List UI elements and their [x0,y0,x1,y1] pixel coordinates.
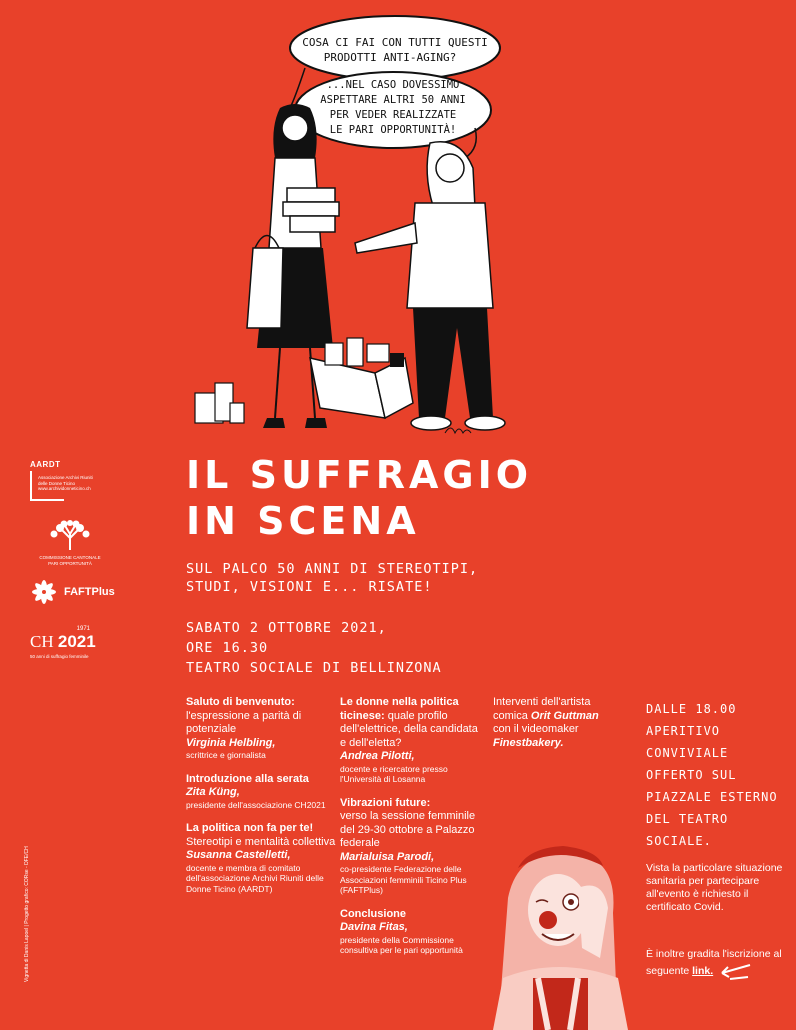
aperitivo-line-6: DEL TEATRO [646,812,729,826]
flower-icon [30,578,58,606]
program-vibrations-name: Marialuisa Parodi, [340,850,435,863]
program-welcome-title: Saluto di benvenuto: [186,696,295,708]
covid-notice: Vista la particolare situazione sanitaria per partecipare all'evento è richiesto il certificato Covid. [646,862,783,913]
subtitle-line-2: STUDI, VISIONI E... RISATE! [186,579,433,595]
program-vibrations [340,797,485,896]
faft-name: FAFTPlus [64,586,115,598]
program-column-1 [186,696,336,906]
aardt-abbr: AARDT [30,460,61,469]
arrow-icon [716,961,752,981]
aperitivo-line-5: PIAZZALE ESTERNO [646,790,778,804]
program-conclusion [340,908,485,956]
booking-notice [646,948,786,981]
program-politics [186,822,336,894]
program-intro-role: presidente dell'associazione CH2021 [186,799,326,810]
program-column-2 [340,696,485,968]
program-artist-desc-2: con il videomaker [493,723,579,735]
aardt-logo [30,460,120,491]
program-politics-name: Susanna Castelletti, [186,849,291,861]
event-date: SABATO 2 OTTOBRE 2021, [186,620,387,636]
program-artist-name-1: Orit Guttman [530,709,599,722]
event-info [186,618,442,678]
speech-bubble-2-line-4: LE PARI OPPORTUNITÀ! [329,124,457,136]
ccpo-line-1: COMMISSIONE CANTONALE [39,555,101,560]
program-conclusion-name: Davina Fitas, [340,921,408,933]
program-intro [186,773,336,811]
program-conclusion-title: Conclusione [340,907,407,920]
aardt-url: www.archividonneticino.ch [38,486,91,491]
headline-line-2: IN SCENA [186,499,420,543]
program-women-role: docente e ricercatore presso l'Università di Losanna [340,763,448,784]
aperitivo-line-3: CONVIVIALE [646,746,729,760]
aperitivo-line-7: SOCIALE. [646,834,712,848]
program-welcome [186,696,336,761]
headline-line-1: IL SUFFRAGIO [186,453,533,497]
subtitle [186,560,478,596]
event-venue: TEATRO SOCIALE DI BELLINZONA [186,660,442,676]
ccpo-logo [30,520,110,566]
speech-bubble-2-line-3: PER VEDER REALIZZATE [329,109,457,121]
program-conclusion-role: presidente della Commissione consultiva per le pari opportunità [340,934,463,955]
program-column-3 [493,696,623,762]
aperitivo-info [646,698,786,852]
program-women-desc: quale profilo dell'elettrice, della candidata e dell'eletta? [340,709,478,749]
tree-icon [48,520,92,550]
program-politics-role: docente e membra di comitato dell'associazione Archivi Riuniti delle Donne Ticino (AARDT) [186,862,324,894]
program-welcome-role: scrittrice e giornalista [186,750,266,760]
program-welcome-name: Virginia Helbling, [186,736,276,749]
speech-bubble-1-line-2: PRODOTTI ANTI-AGING? [323,51,457,64]
program-welcome-desc: l'espressione a parità di potenziale [186,709,302,735]
program-artist-name-2: Finestbakery. [493,736,564,749]
program-intro-title: Introduzione alla serata [186,772,309,785]
ch2021-num: 2021 [57,632,96,651]
program-artist [493,696,623,750]
program-politics-title: La politica non fa per te! [186,822,314,834]
aperitivo-line-2: APERITIVO [646,724,721,738]
program-vibrations-role: co-presidente Federazione delle Associazioni femminili Ticino Plus (FAFTPlus) [340,864,467,895]
ch2021-ch: CH [30,632,54,651]
credit-line: Vignetta di Danis Lapoel | Progetto grafico: CORse - DFE/CH [24,846,30,982]
booking-link[interactable]: link. [692,964,714,977]
aardt-name-line-2: delle Donne Ticino [38,480,76,486]
speech-bubble-1-line-1: COSA CI FAI CON TUTTI QUESTI [302,36,488,49]
subtitle-line-1: SUL PALCO 50 ANNI DI STEREOTIPI, [186,561,479,577]
program-women [340,696,485,785]
program-women-title: Le donne nella politica ticinese: [340,696,459,722]
program-vibrations-desc: verso la sessione femminile del 29-30 ottobre a Palazzo federale [340,810,476,849]
headline [186,452,532,544]
aardt-name-line-1: Associazione Archivi Riuniti [38,475,93,480]
ch2021-caption: 50 anni di suffragio femminile [30,654,89,659]
cartoon-illustration [175,8,515,448]
aardt-mark-icon [30,471,64,501]
ccpo-line-2: PARI OPPORTUNITÀ [48,560,92,566]
booking-text: È inoltre gradita l'iscrizione al seguente [646,948,782,977]
program-politics-desc: Stereotipi e mentalità collettiva [186,835,336,848]
faft-logo [30,578,115,606]
speech-bubble-2-line-2: ASPETTARE ALTRI 50 ANNI [320,94,466,106]
program-artist-desc-1: Interventi dell'artista comica [493,696,591,722]
clown-photo [478,838,643,1030]
program-women-name: Andrea Pilotti, [340,750,415,762]
speech-bubble-2-line-1: ...NEL CASO DOVESSIMO [326,79,460,91]
event-time: ORE 16.30 [186,640,269,656]
ch2021-year: 1971 [76,626,90,632]
program-vibrations-title: Vibrazioni future: [340,796,431,809]
aperitivo-line-1: DALLE 18.00 [646,702,737,716]
ch2021-logo [30,626,110,659]
aperitivo-line-4: OFFERTO SUL [646,768,737,782]
program-intro-name: Zita Küng, [186,786,240,798]
